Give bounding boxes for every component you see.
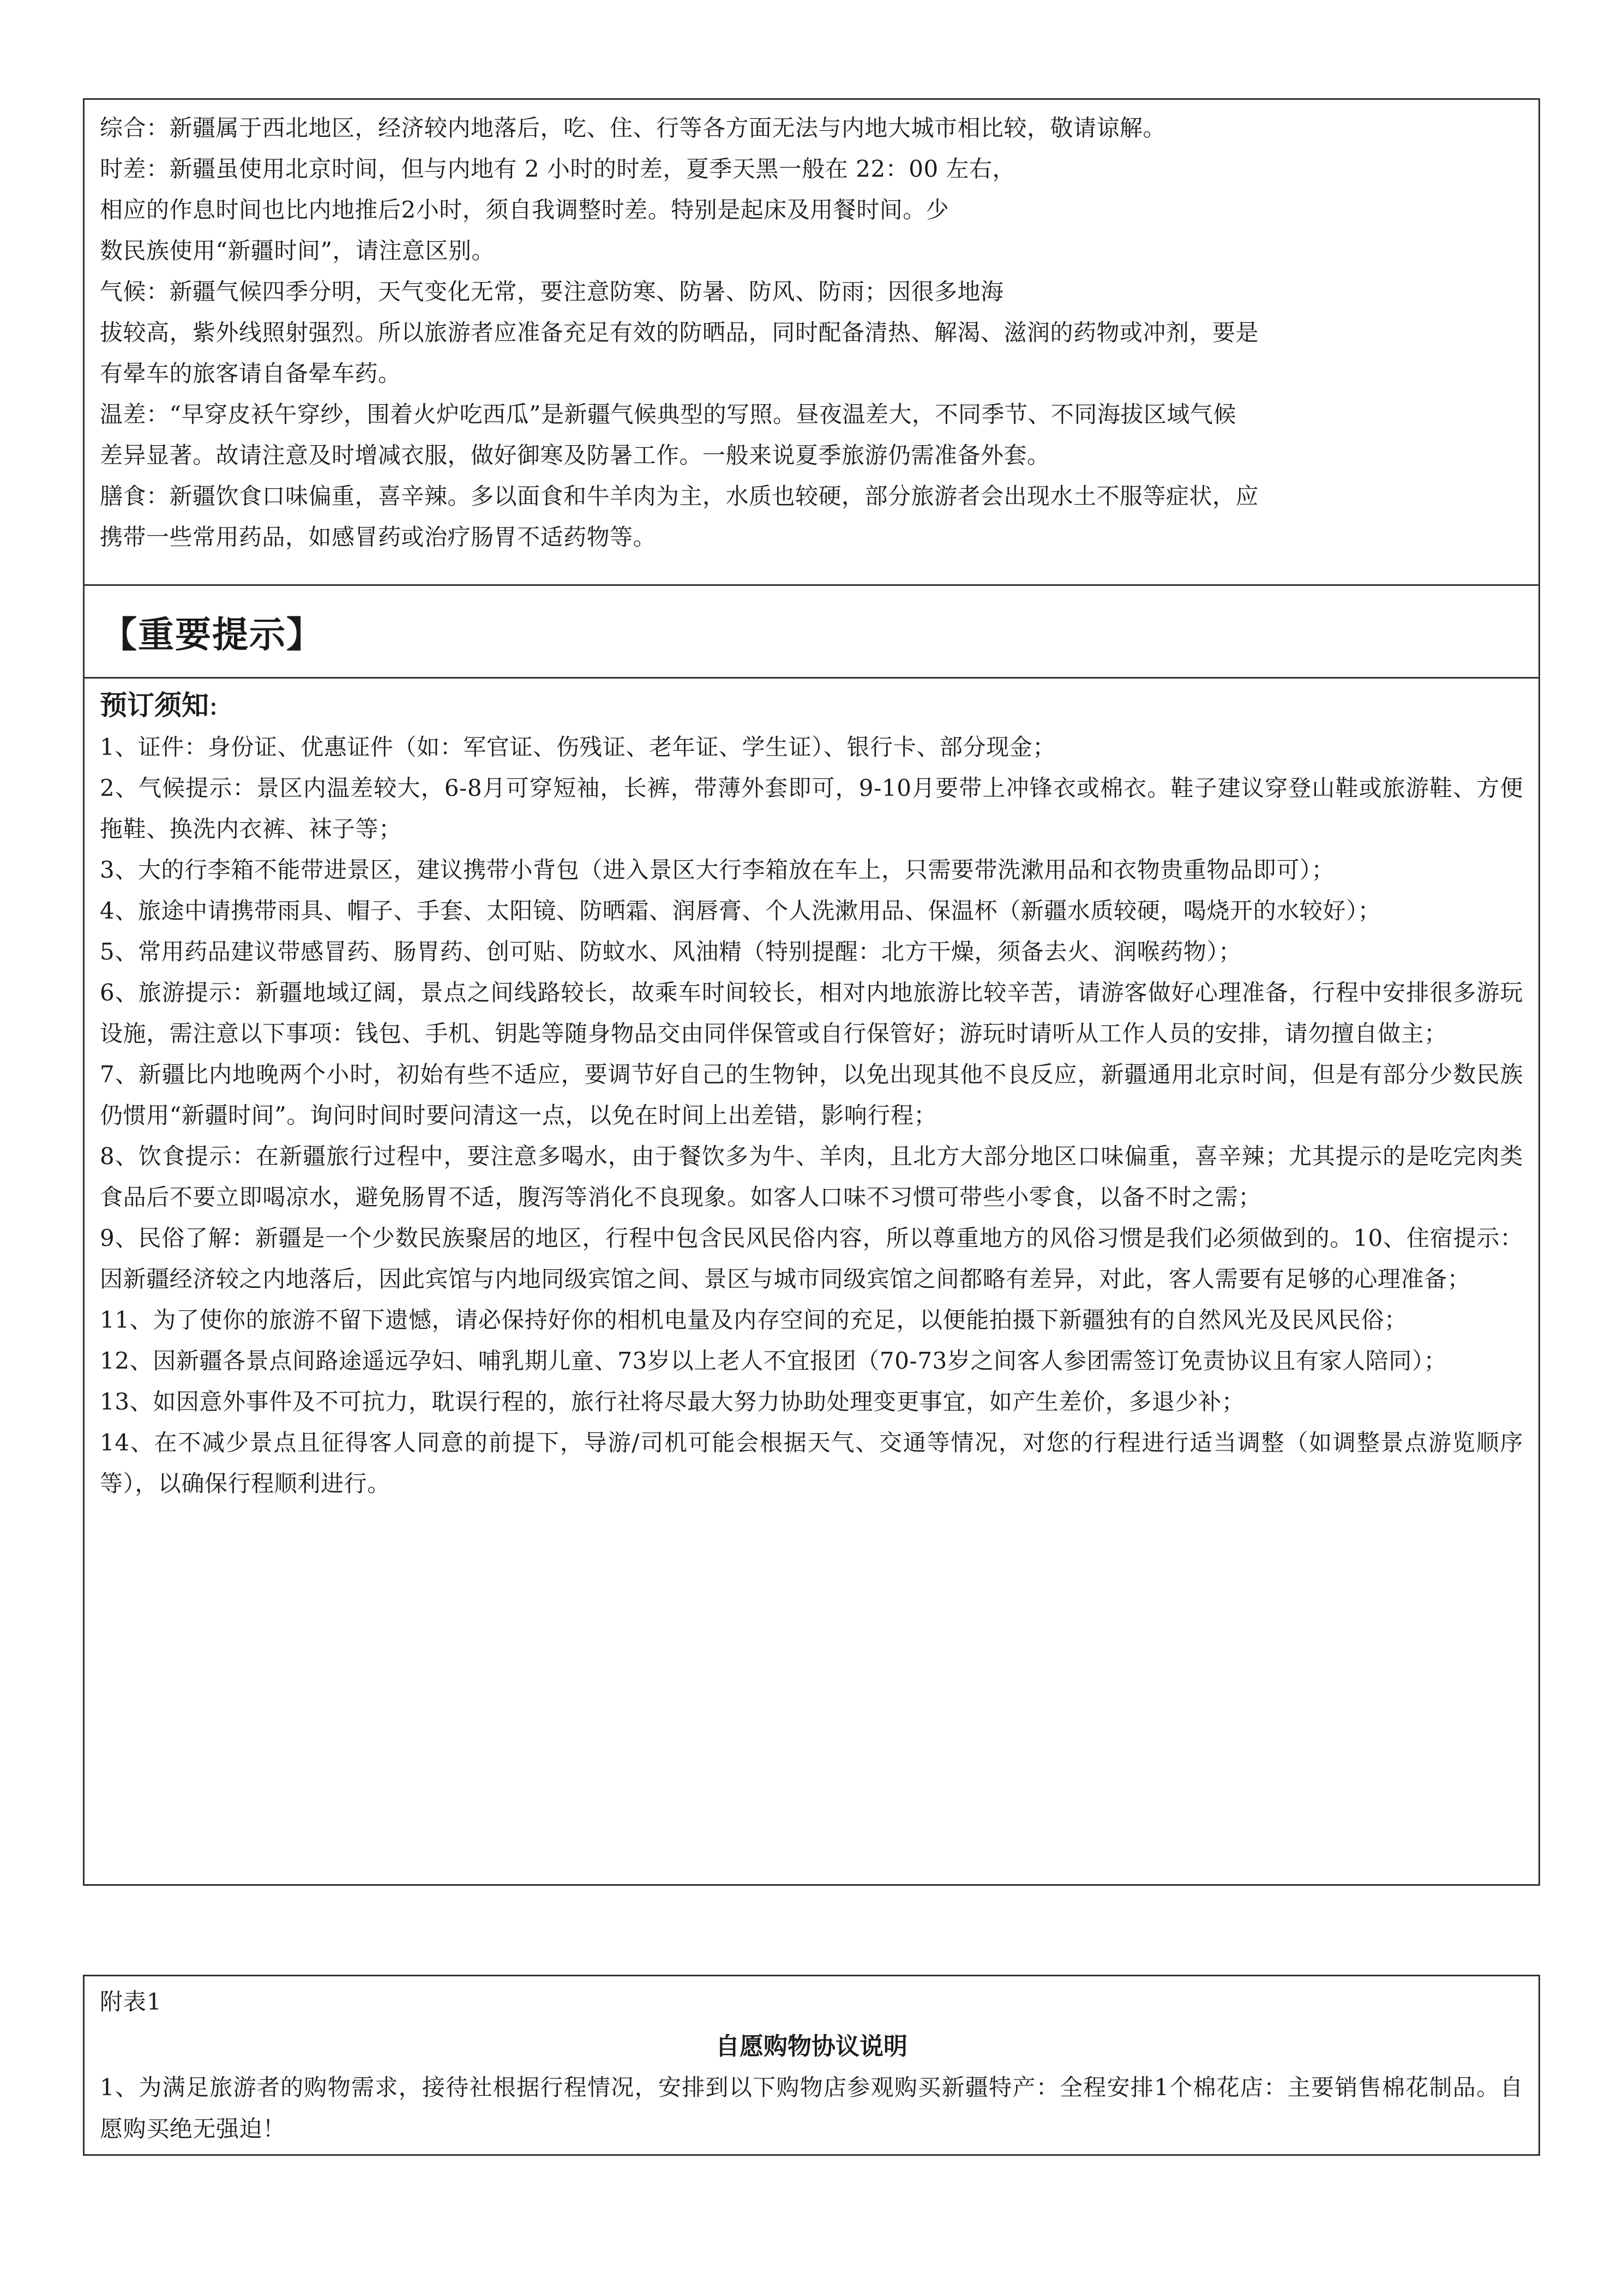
booking-item: 6、旅游提示：新疆地域辽阔，景点之间线路较长，故乘车时间较长，相对内地旅游比较辛苦，请游客做好心理准备，行程中安排很多游玩设施，需注意以下事项：钱包、手机、钥匙等随身物品交由同伴保管或自行保管好；游玩时请听从工作人员的安排，请勿擅自做主； <box>100 979 1523 1047</box>
annex-label: 附表1 <box>100 1988 162 2015</box>
booking-item: 8、饮食提示：在新疆旅行过程中，要注意多喝水，由于餐饮多为牛、羊肉，且北方大部分地区口味偏重，喜辛辣；尤其提示的是吃完肉类食品后不要立即喝凉水，避免肠胃不适，腹泻等消化不良现象。如客人口味不习惯可带些小零食，以备不时之需； <box>100 1143 1523 1210</box>
travel-notes-table <box>83 98 1540 1886</box>
note-line: 差异显著。故请注意及时增减衣服，做好御寒及防暑工作。一般来说夏季旅游仍需准备外套。 <box>100 442 1050 469</box>
important-header-cell <box>85 584 1538 677</box>
note-line: 相应的作息时间也比内地推后2小时，须自我调整时差。特别是起床及用餐时间。少 <box>100 196 949 223</box>
booking-item: 5、常用药品建议带感冒药、肠胃药、创可贴、防蚊水、风油精（特别提醒：北方干燥，须备去火、润喉药物）； <box>100 938 1242 965</box>
note-line: 膳食：新疆饮食口味偏重，喜辛辣。多以面食和牛羊肉为主，水质也较硬，部分旅游者会出现水土不服等症状，应 <box>100 483 1259 509</box>
booking-item: 7、新疆比内地晚两个小时，初始有些不适应，要调节好自己的生物钟，以免出现其他不良反应，新疆通用北京时间，但是有部分少数民族仍惯用“新疆时间”。询问时间时要问清这一点，以免在时间上出差错，影响行程； <box>100 1061 1523 1129</box>
note-line: 气候：新疆气候四季分明，天气变化无常，要注意防寒、防暑、防风、防雨；因很多地海 <box>100 278 1004 305</box>
booking-item: 1、证件：身份证、优惠证件（如：军官证、伤残证、老年证、学生证）、银行卡、部分现金； <box>100 734 1056 760</box>
booking-item: 13、如因意外事件及不可抗力，耽误行程的，旅行社将尽最大努力协助处理变更事宜，如产生差价，多退少补； <box>100 1388 1245 1415</box>
annex-text: 1、为满足旅游者的购物需求，接待社根据行程情况，安排到以下购物店参观购买新疆特产：全程安排1个棉花店：主要销售棉花制品。自愿购买绝无强迫！ <box>100 2074 1523 2142</box>
booking-title-text: 预订须知 <box>100 690 209 721</box>
note-line: 数民族使用“新疆时间”，请注意区别。 <box>100 237 495 264</box>
note-line: 综合：新疆属于西北地区，经济较内地落后，吃、住、行等各方面无法与内地大城市相比较，敬请谅解。 <box>100 115 1167 141</box>
booking-item: 14、在不减少景点且征得客人同意的前提下，导游/司机可能会根据天气、交通等情况，对您的行程进行适当调整（如调整景点游览顺序等），以确保行程顺利进行。 <box>100 1429 1523 1497</box>
booking-item: 2、气候提示：景区内温差较大，6-8月可穿短袖，长裤，带薄外套即可，9-10月要带上冲锋衣或棉衣。鞋子建议穿登山鞋或旅游鞋、方便拖鞋、换洗内衣裤、袜子等； <box>100 775 1523 842</box>
booking-title <box>100 684 1523 727</box>
booking-item: 9、民俗了解：新疆是一个少数民族聚居的地区，行程中包含民风民俗内容，所以尊重地方的风俗习惯是我们必须做到的。10、住宿提示：因新疆经济较之内地落后，因此宾馆与内地同级宾馆之间、景区与城市同级宾馆之间都略有差异，对此，客人需要有足够的心理准备； <box>100 1225 1523 1292</box>
note-line: 温差：“早穿皮袄午穿纱，围着火炉吃西瓜”是新疆气候典型的写照。昼夜温差大，不同季节、不同海拔区域气候 <box>100 401 1236 428</box>
booking-item: 4、旅途中请携带雨具、帽子、手套、太阳镜、防晒霜、润唇膏、个人洗漱用品、保温杯（新疆水质较硬，喝烧开的水较好）； <box>100 897 1381 924</box>
booking-notes-cell <box>85 677 1538 1884</box>
note-line: 有晕车的旅客请自备晕车药。 <box>100 360 401 387</box>
note-line: 携带一些常用药品，如感冒药或治疗肠胃不适药物等。 <box>100 524 657 550</box>
booking-item: 12、因新疆各景点间路途遥远孕妇、哺乳期儿童、73岁以上老人不宜报团（70-73岁之间客人参团需签订免责协议且有家人陪同）； <box>100 1347 1447 1374</box>
important-title: 【重要提示】 <box>101 614 323 656</box>
annex-title: 自愿购物协议说明 <box>716 2033 907 2060</box>
general-notes-cell <box>85 100 1538 584</box>
booking-item: 3、大的行李箱不能带进景区，建议携带小背包（进入景区大行李箱放在车上，只需要带洗漱用品和衣物贵重物品即可）； <box>100 856 1335 883</box>
note-line: 时差：新疆虽使用北京时间，但与内地有 2 小时的时差，夏季天黑一般在 22：00 左右， <box>100 155 1016 182</box>
shopping-agreement-table <box>83 1975 1540 2156</box>
booking-title-colon: : <box>209 690 218 721</box>
note-line: 拔较高，紫外线照射强烈。所以旅游者应准备充足有效的防晒品，同时配备清热、解渴、滋润的药物或冲剂，要是 <box>100 319 1259 346</box>
booking-item: 11、为了使你的旅游不留下遗憾，请必保持好你的相机电量及内存空间的充足，以便能拍摄下新疆独有的自然风光及民风民俗； <box>100 1306 1408 1333</box>
